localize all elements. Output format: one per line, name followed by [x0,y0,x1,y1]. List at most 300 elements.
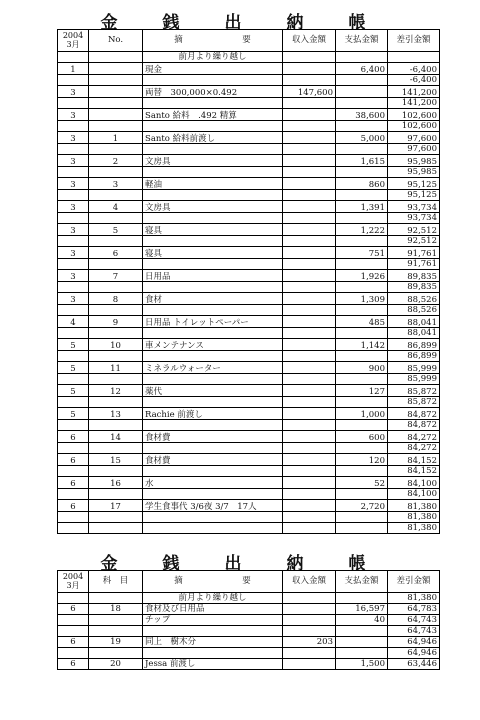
day-cell: 6 [58,637,89,648]
no-cell [89,98,143,109]
table-row [58,201,440,213]
no-cell [89,190,143,201]
table-row [58,178,440,190]
payment-cell [336,443,388,454]
no-cell [89,593,143,604]
day-cell [58,236,89,247]
table-subrow [58,259,440,270]
income-cell [283,466,336,477]
table-subrow [58,512,440,523]
no-cell [89,236,143,247]
income-cell [283,408,336,420]
description-cell [143,236,283,247]
day-cell [58,615,89,626]
day-cell [58,512,89,523]
balance-cell: 84,872 [388,420,440,431]
balance-cell: 81,380 [388,500,440,512]
description-cell [143,420,283,431]
income-cell [283,604,336,615]
description-cell: Rachie 前渡し [143,408,283,420]
day-cell [58,489,89,500]
income-cell [283,75,336,86]
day-cell [58,75,89,86]
day-cell: 6 [58,477,89,489]
balance-cell: 85,999 [388,374,440,385]
table-row [58,339,440,351]
income-cell [283,213,336,224]
payment-header: 支払金額 [336,571,388,593]
day-cell: 3 [58,293,89,305]
table-row [58,224,440,236]
description-cell [143,259,283,270]
description-header: 摘 要 [143,571,283,593]
income-cell [283,190,336,201]
payment-cell: 900 [336,362,388,374]
table-subrow [58,305,440,316]
description-cell: Santo 給料前渡し [143,132,283,144]
day-cell [58,144,89,155]
income-header: 収入金額 [283,30,336,52]
balance-cell: 84,272 [388,431,440,443]
payment-cell [336,374,388,385]
balance-cell: 97,600 [388,144,440,155]
income-cell [283,52,336,63]
balance-cell [388,52,440,63]
no-cell: 19 [89,637,143,648]
table-row [58,477,440,489]
description-header: 摘 要 [143,30,283,52]
income-cell [283,593,336,604]
day-cell: 5 [58,408,89,420]
payment-cell [336,593,388,604]
balance-cell: -6,400 [388,63,440,75]
table-subrow [58,236,440,247]
no-cell [89,63,143,75]
table-subrow [58,420,440,431]
income-cell [283,282,336,293]
description-cell [143,397,283,408]
description-cell: 水 [143,477,283,489]
no-cell [89,397,143,408]
payment-cell [336,328,388,339]
balance-cell: 63,446 [388,659,440,670]
balance-cell: 84,272 [388,443,440,454]
no-cell: 1 [89,132,143,144]
no-cell: 3 [89,178,143,190]
payment-cell [336,259,388,270]
table-subrow [58,374,440,385]
day-cell: 3 [58,155,89,167]
day-cell [58,213,89,224]
table-row [58,316,440,328]
table-row [58,648,440,659]
payment-cell: 751 [336,247,388,259]
balance-cell: 88,041 [388,316,440,328]
description-cell [143,374,283,385]
table-subrow [58,121,440,132]
payment-cell [336,86,388,98]
final-balance-row [58,523,440,534]
income-cell [283,648,336,659]
payment-cell: 5,000 [336,132,388,144]
no-cell: 5 [89,224,143,236]
payment-cell: 600 [336,431,388,443]
income-cell [283,512,336,523]
day-cell: 4 [58,316,89,328]
no-cell [89,86,143,98]
day-cell [58,190,89,201]
payment-cell [336,489,388,500]
description-cell: 食材 [143,293,283,305]
income-cell [283,500,336,512]
day-cell: 3 [58,86,89,98]
balance-cell: 64,946 [388,648,440,659]
no-cell [89,512,143,523]
day-cell: 3 [58,270,89,282]
table-row [58,659,440,670]
balance-cell: 93,734 [388,213,440,224]
payment-cell [336,236,388,247]
day-cell [58,328,89,339]
day-cell [58,98,89,109]
income-cell [283,121,336,132]
description-cell [143,489,283,500]
description-cell: Jessa 前渡し [143,659,283,670]
day-cell: 3 [58,201,89,213]
balance-cell: 88,041 [388,328,440,339]
income-cell [283,63,336,75]
no-cell [89,121,143,132]
day-cell: 3 [58,247,89,259]
ledger-title-2: 金 銭 出 納 帳 [100,554,380,574]
payment-cell: 1,222 [336,224,388,236]
no-cell [89,351,143,362]
day-cell [58,593,89,604]
ledger-table-2 [57,570,440,670]
no-cell [89,615,143,626]
balance-header: 差引金額 [388,30,440,52]
payment-cell: 1,309 [336,293,388,305]
description-cell: 学生食事代 3/6夜 3/7 17人 [143,500,283,512]
description-cell: 文房具 [143,201,283,213]
description-cell [143,213,283,224]
balance-header: 差引金額 [388,571,440,593]
payment-cell [336,52,388,63]
ledger-title-1: 金 銭 出 納 帳 [100,13,380,33]
year-month-header [58,571,89,593]
no-cell: 2 [89,155,143,167]
table-row [58,247,440,259]
description-cell [143,648,283,659]
description-cell [143,121,283,132]
ledger-table-1 [57,29,440,534]
table-row [58,615,440,626]
no-cell: 13 [89,408,143,420]
income-cell [283,489,336,500]
income-cell [283,454,336,466]
payment-cell [336,98,388,109]
day-cell: 3 [58,178,89,190]
table-subrow [58,167,440,178]
day-cell [58,351,89,362]
income-cell [283,236,336,247]
balance-cell: 85,872 [388,385,440,397]
balance-cell: 85,872 [388,397,440,408]
day-cell: 6 [58,431,89,443]
balance-cell: 91,761 [388,259,440,270]
no-cell: 14 [89,431,143,443]
day-cell [58,282,89,293]
table-row [58,155,440,167]
description-cell: ミネラルウォーター [143,362,283,374]
income-cell [283,316,336,328]
no-cell: 8 [89,293,143,305]
month-label: 3月 [66,580,80,590]
no-cell: 12 [89,385,143,397]
no-cell: 17 [89,500,143,512]
payment-cell: 40 [336,615,388,626]
table-row [58,626,440,637]
table-row [58,109,440,121]
balance-cell: 84,152 [388,454,440,466]
income-cell [283,132,336,144]
income-cell [283,178,336,190]
description-cell [143,328,283,339]
day-cell: 6 [58,454,89,466]
balance-cell: 64,946 [388,637,440,648]
balance-cell: 64,743 [388,626,440,637]
income-cell [283,615,336,626]
balance-cell: 92,512 [388,236,440,247]
no-cell [89,489,143,500]
description-cell: 食材及び日用品 [143,604,283,615]
income-cell [283,201,336,213]
balance-cell: 81,380 [388,512,440,523]
description-cell [143,466,283,477]
payment-cell [336,397,388,408]
day-cell [58,523,89,534]
balance-cell: 95,985 [388,167,440,178]
payment-cell: 38,600 [336,109,388,121]
income-cell [283,523,336,534]
payment-cell [336,626,388,637]
table-subrow [58,397,440,408]
table-row [58,63,440,75]
income-cell [283,431,336,443]
income-cell [283,351,336,362]
header-row [58,30,440,52]
month-label: 3月 [66,39,80,49]
no-cell [89,648,143,659]
payment-cell: 1,926 [336,270,388,282]
year-label: 2004 [62,31,84,41]
income-header: 収入金額 [283,571,336,593]
carry-over-row [58,593,440,604]
table-row [58,408,440,420]
description-cell [143,190,283,201]
income-cell [283,98,336,109]
day-cell [58,259,89,270]
description-cell: 食材費 [143,454,283,466]
description-cell: 軽油 [143,178,283,190]
payment-cell: 1,615 [336,155,388,167]
description-cell [143,351,283,362]
day-cell [58,648,89,659]
income-cell [283,339,336,351]
table-row [58,604,440,615]
payment-cell [336,648,388,659]
day-cell [58,374,89,385]
payment-cell: 1,500 [336,659,388,670]
payment-cell [336,75,388,86]
balance-cell: 64,743 [388,615,440,626]
income-cell [283,385,336,397]
payment-cell [336,420,388,431]
description-cell [143,512,283,523]
payment-cell [336,167,388,178]
balance-cell: 97,600 [388,132,440,144]
day-cell: 3 [58,132,89,144]
income-cell [283,167,336,178]
balance-cell: 84,152 [388,466,440,477]
day-cell [58,305,89,316]
description-cell [143,282,283,293]
description-cell: 薬代 [143,385,283,397]
description-cell: 文房具 [143,155,283,167]
no-cell [89,328,143,339]
description-cell: 日用品 [143,270,283,282]
payment-cell [336,282,388,293]
description-cell: 寝具 [143,247,283,259]
description-cell [143,443,283,454]
description-cell [143,523,283,534]
table-row [58,293,440,305]
payment-cell: 127 [336,385,388,397]
no-cell [89,282,143,293]
payment-cell: 2,720 [336,500,388,512]
table-subrow [58,144,440,155]
year-label: 2004 [62,572,84,582]
no-header: No. [89,30,143,52]
day-cell: 1 [58,63,89,75]
description-cell [143,626,283,637]
day-cell: 5 [58,385,89,397]
payment-cell: 860 [336,178,388,190]
balance-cell: 88,526 [388,293,440,305]
day-cell: 6 [58,604,89,615]
description-cell: 同上 樹木分 [143,637,283,648]
description-cell: 日用品 トイレットペーパー [143,316,283,328]
income-cell [283,477,336,489]
balance-cell: 95,125 [388,178,440,190]
no-cell [89,626,143,637]
payment-cell: 1,391 [336,201,388,213]
balance-cell: 91,761 [388,247,440,259]
payment-cell: 6,400 [336,63,388,75]
payment-cell [336,637,388,648]
header-row [58,571,440,593]
carry-over-label: 前月より繰り越し [143,593,283,604]
description-cell: 車メンテナンス [143,339,283,351]
day-cell: 6 [58,500,89,512]
table-subrow [58,443,440,454]
income-cell [283,362,336,374]
payment-cell [336,190,388,201]
income-cell [283,374,336,385]
no-cell: 15 [89,454,143,466]
day-cell [58,397,89,408]
balance-cell: 102,600 [388,121,440,132]
day-cell: 6 [58,659,89,670]
payment-cell [336,351,388,362]
no-cell [89,523,143,534]
payment-cell: 485 [336,316,388,328]
carry-over-row [58,52,440,63]
no-cell [89,420,143,431]
balance-cell: 86,899 [388,351,440,362]
table-row [58,270,440,282]
day-cell [58,52,89,63]
table-row [58,86,440,98]
payment-cell: 52 [336,477,388,489]
payment-header: 支払金額 [336,30,388,52]
day-cell [58,626,89,637]
income-cell [283,420,336,431]
no-cell [89,144,143,155]
no-cell [89,167,143,178]
income-cell [283,659,336,670]
income-cell [283,247,336,259]
description-cell [143,98,283,109]
table-row [58,454,440,466]
income-cell [283,109,336,121]
balance-cell: 89,835 [388,282,440,293]
payment-cell [336,144,388,155]
income-cell [283,397,336,408]
balance-cell: 93,734 [388,201,440,213]
no-cell: 7 [89,270,143,282]
payment-cell [336,305,388,316]
income-cell [283,626,336,637]
payment-cell: 1,000 [336,408,388,420]
table-subrow [58,328,440,339]
no-cell [89,213,143,224]
table-row [58,385,440,397]
table-subrow [58,190,440,201]
balance-cell: -6,400 [388,75,440,86]
income-cell: 147,600 [283,86,336,98]
table-row [58,500,440,512]
table-subrow [58,282,440,293]
payment-cell [336,121,388,132]
payment-cell [336,466,388,477]
no-cell: 6 [89,247,143,259]
balance-cell: 84,100 [388,489,440,500]
day-cell [58,121,89,132]
payment-cell [336,523,388,534]
income-cell [283,293,336,305]
description-cell: 寝具 [143,224,283,236]
table-row [58,362,440,374]
income-cell: 203 [283,637,336,648]
balance-cell: 95,985 [388,155,440,167]
payment-cell [336,213,388,224]
income-cell [283,224,336,236]
description-cell [143,167,283,178]
balance-cell: 81,380 [388,593,440,604]
no-cell [89,466,143,477]
income-cell [283,144,336,155]
